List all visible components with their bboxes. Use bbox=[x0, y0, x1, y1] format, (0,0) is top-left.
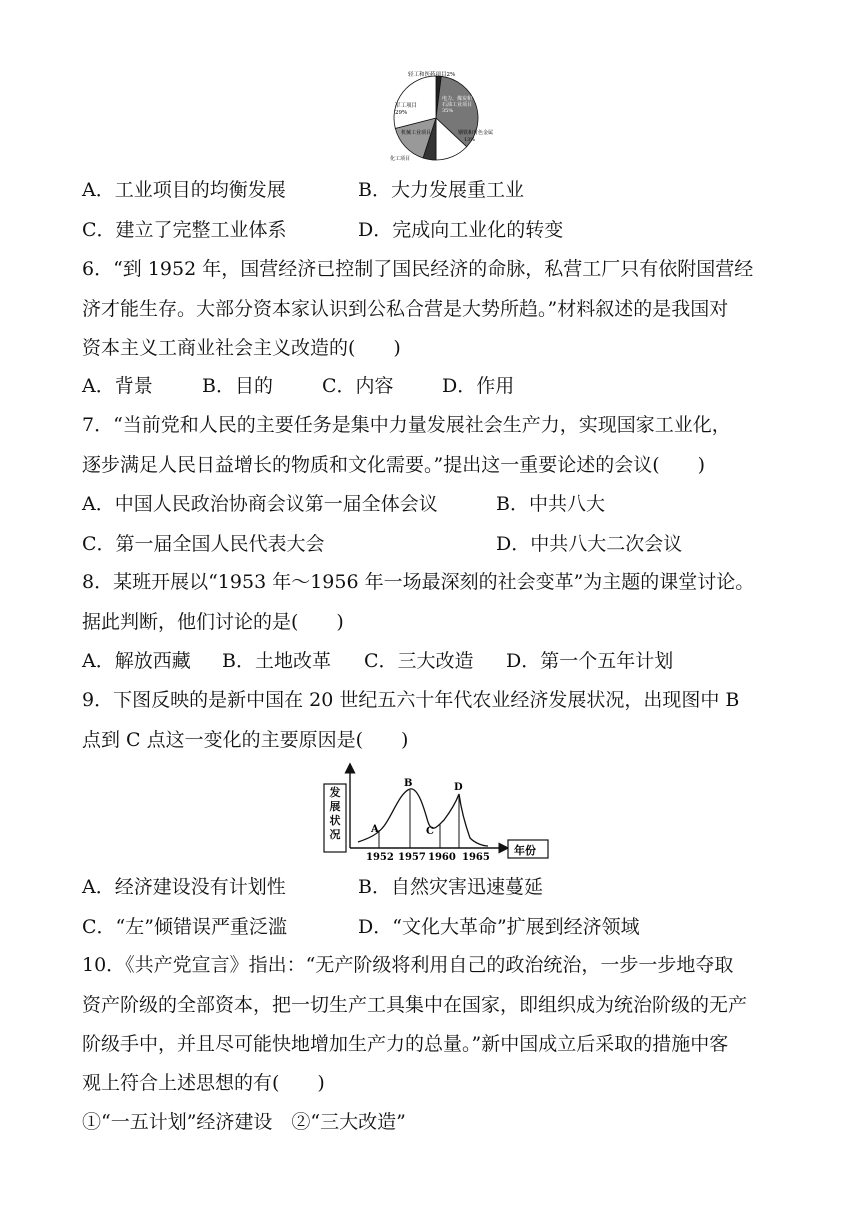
pie-label-energy: 电力、煤炭和石油工业项目35% bbox=[442, 96, 473, 114]
q8-stem-line-1: 8．某班开展以“1953 年～1956 年一场最深刻的社会变革”为主题的课堂讨论。 bbox=[82, 571, 755, 593]
q10-statements: ①“一五计划”经济建设 ②“三大改造” bbox=[82, 1111, 406, 1133]
q10-stem-line-4: 观上符合上述思想的有( ) bbox=[82, 1072, 325, 1094]
year-1960: 1960 bbox=[428, 852, 456, 863]
agriculture-development-figure bbox=[318, 764, 568, 864]
year-1957: 1957 bbox=[398, 852, 426, 863]
q8-option-c: C．三大改造 bbox=[364, 650, 474, 672]
q9-option-c: C．“左”倾错误严重泛滥 bbox=[82, 916, 287, 938]
q6-stem-line-3: 资本主义工商业社会主义改造的( ) bbox=[82, 337, 401, 359]
q9-option-b: B．自然灾害迅速蔓延 bbox=[358, 876, 543, 898]
q8-stem-line-2: 据此判断，他们讨论的是( ) bbox=[82, 611, 344, 633]
pie-label-chemical: 化工项目 bbox=[390, 156, 411, 162]
industry-pie-chart bbox=[386, 68, 494, 168]
point-b: B bbox=[404, 778, 413, 789]
year-1965: 1965 bbox=[462, 852, 490, 863]
curve-svg bbox=[318, 764, 568, 864]
q10-stem-line-2: 资产阶级的全部资本，把一切生产工具集中在国家，即组织成为统治阶级的无产 bbox=[82, 994, 748, 1016]
q6-option-a: A．背景 bbox=[82, 375, 153, 397]
point-d: D bbox=[454, 782, 463, 793]
pie-label-steel: 钢铁和有色金属 bbox=[458, 130, 494, 136]
development-curve bbox=[358, 789, 488, 846]
q5-option-b: B．大力发展重工业 bbox=[358, 179, 524, 201]
q9-stem-line-2: 点到 C 点这一变化的主要原因是( ) bbox=[82, 729, 409, 751]
q9-stem-line-1: 9．下图反映的是新中国在 20 世纪五六十年代农业经济发展状况，出现图中 B bbox=[82, 689, 740, 711]
q5-option-c: C．建立了完整工业体系 bbox=[82, 219, 287, 241]
q5-option-d: D．完成向工业化的转变 bbox=[358, 219, 564, 241]
q7-option-d: D．中共八大二次会议 bbox=[496, 533, 683, 555]
pie-label-machinery: 机械工业项目 bbox=[401, 130, 432, 136]
q6-option-c: C．内容 bbox=[322, 375, 394, 397]
q6-option-b: B．目的 bbox=[202, 375, 273, 397]
q7-option-b: B．中共八大 bbox=[496, 493, 605, 515]
point-c: C bbox=[426, 826, 434, 837]
q8-option-a: A．解放西藏 bbox=[82, 650, 191, 672]
q8-option-d: D．第一个五年计划 bbox=[506, 650, 674, 672]
pie-label-light-industry: 轻工和医药项目2% bbox=[408, 72, 456, 78]
q10-stem-line-1: 10．《共产党宣言》指出：“无产阶级将利用自己的政治统治，一步一步地夺取 bbox=[82, 954, 734, 976]
q8-option-b: B．土地改革 bbox=[222, 650, 331, 672]
q9-option-d: D．“文化大革命”扩展到经济领域 bbox=[358, 916, 640, 938]
q9-option-a: A．经济建设没有计划性 bbox=[82, 876, 286, 898]
pie-label-steel-pct: 13% bbox=[464, 137, 476, 143]
year-1952: 1952 bbox=[366, 852, 394, 863]
q10-stem-line-3: 阶级手中，并且尽可能快地增加生产力的总量。”新中国成立后采取的措施中客 bbox=[82, 1033, 729, 1055]
q7-option-c: C．第一届全国人民代表大会 bbox=[82, 533, 325, 555]
q6-option-d: D．作用 bbox=[442, 375, 515, 397]
q7-stem-line-2: 逐步满足人民日益增长的物质和文化需要。”提出这一重要论述的会议( ) bbox=[82, 454, 706, 476]
q6-stem-line-1: 6．“到 1952 年，国营经济已控制了国民经济的命脉，私营工厂只有依附国营经 bbox=[82, 258, 754, 280]
q6-stem-line-2: 济才能生存。大部分资本家认识到公私合营是大势所趋。”材料叙述的是我国对 bbox=[82, 298, 729, 320]
pie-label-military: 军工项目 bbox=[395, 103, 418, 109]
point-a: A bbox=[371, 824, 379, 835]
q7-stem-line-1: 7．“当前党和人民的主要任务是集中力量发展社会生产力，实现国家工业化， bbox=[82, 414, 731, 436]
xlabel-text: 年份 bbox=[514, 844, 536, 857]
q7-option-a: A．中国人民政治协商会议第一届全体会议 bbox=[82, 493, 438, 515]
q5-option-a: A．工业项目的均衡发展 bbox=[82, 179, 286, 201]
pie-svg bbox=[386, 68, 494, 168]
ylabel-text: 发展状况 bbox=[329, 786, 341, 841]
pie-label-military-pct: 29% bbox=[395, 110, 408, 116]
